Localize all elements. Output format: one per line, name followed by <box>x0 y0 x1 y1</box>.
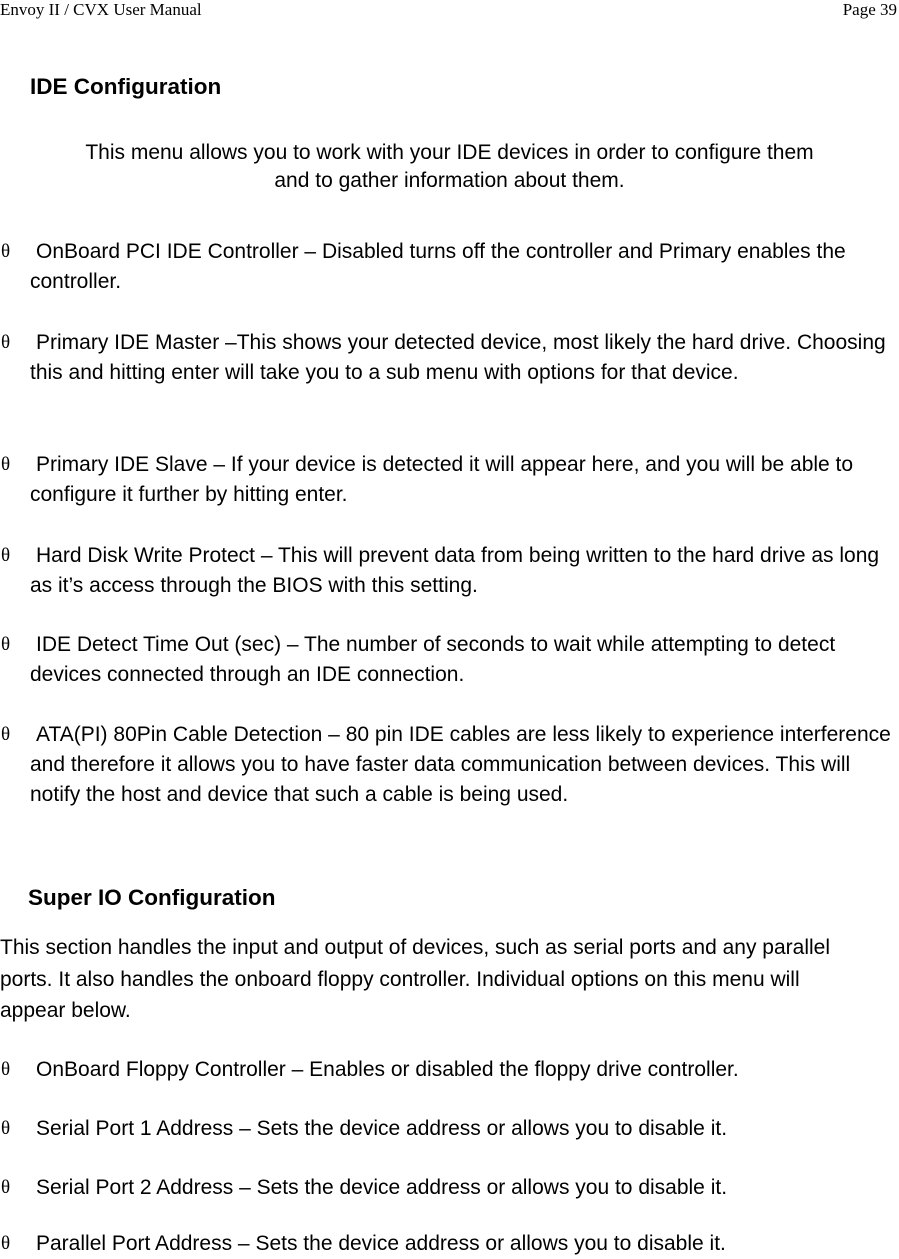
list-item: θ Primary IDE Master –This shows your detected device, most likely the hard drive. Choosing this and hitting enter will take you to a sub menu with options for that device. <box>0 328 899 388</box>
section-heading-super-io-configuration: Super IO Configuration <box>28 885 276 910</box>
bullet-icon: θ <box>1 454 11 475</box>
ide-intro-line: This menu allows you to work with your IDE devices in order to configure them <box>85 141 814 164</box>
list-item: θ OnBoard Floppy Controller – Enables or disabled the floppy drive controller. <box>0 1055 899 1085</box>
bullet-icon: θ <box>1 724 11 745</box>
list-item: θ Parallel Port Address – Sets the device address or allows you to disable it. <box>0 1229 899 1259</box>
bullet-icon: θ <box>1 241 11 262</box>
list-item: θ OnBoard PCI IDE Controller – Disabled turns off the controller and Primary enables the controller. <box>0 237 899 297</box>
ide-intro-paragraph <box>0 139 899 195</box>
bullet-icon: θ <box>1 545 11 566</box>
ide-intro-line: and to gather information about them. <box>274 169 625 192</box>
list-item: θ Primary IDE Slave – If your device is detected it will appear here, and you will be able to configure it further by hitting enter. <box>0 450 899 510</box>
section-heading-ide-configuration: IDE Configuration <box>30 74 222 99</box>
superio-intro-paragraph: This section handles the input and output of devices, such as serial ports and any parallel ports. It also handles the onboard floppy controller. Individual options on this menu will appear below. <box>0 936 831 1022</box>
bullet-icon: θ <box>1 1059 11 1080</box>
page-number: Page 39 <box>842 0 897 19</box>
bullet-icon: θ <box>1 1233 11 1254</box>
list-item: θ Hard Disk Write Protect – This will prevent data from being written to the hard drive as long as it’s access through the BIOS with this setting. <box>0 541 899 601</box>
bullet-icon: θ <box>1 1177 11 1198</box>
list-item: θ IDE Detect Time Out (sec) – The number of seconds to wait while attempting to detect devices connected through an IDE connection. <box>0 630 899 690</box>
list-item: θ Serial Port 1 Address – Sets the device address or allows you to disable it. <box>0 1114 899 1144</box>
running-header-title: Envoy II / CVX User Manual <box>0 0 202 19</box>
bullet-icon: θ <box>1 1118 11 1139</box>
bullet-icon: θ <box>1 332 11 353</box>
list-item: θ Serial Port 2 Address – Sets the device address or allows you to disable it. <box>0 1173 899 1203</box>
bullet-icon: θ <box>1 634 11 655</box>
list-item: θ ATA(PI) 80Pin Cable Detection – 80 pin IDE cables are less likely to experience interference and therefore it allows you to have faster data communication between devices. This will notify the host and device that such a cable is being used. <box>0 720 899 810</box>
